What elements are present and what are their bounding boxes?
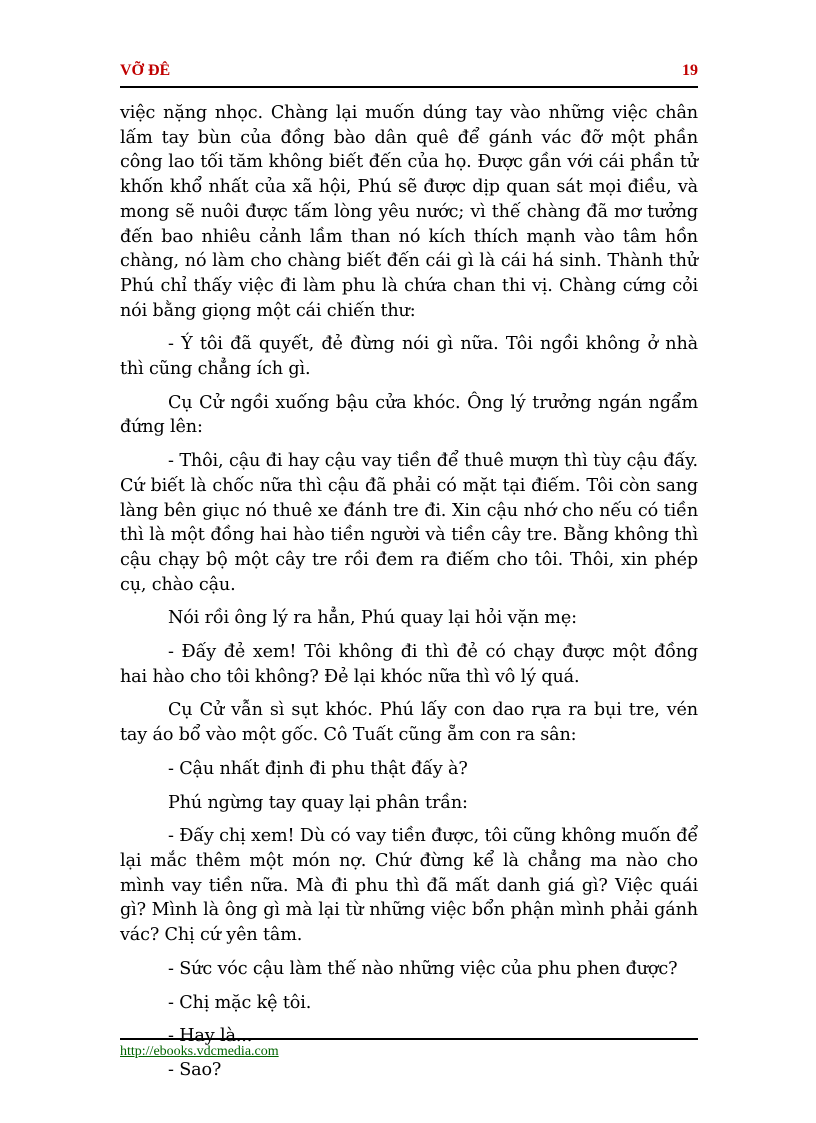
paragraph: việc nặng nhọc. Chàng lại muốn dúng tay vào những việc chân lấm tay bùn của đồng bào dân quê để gánh vác đỡ một phần công lao tối tăm không biết đến của họ. Được gần với cái phần tử khốn khổ nhất của xã hội, Phú sẽ được dịp quan sát mọi điều, và mong sẽ nuôi được tấm lòng yêu nước; vì thế chàng đã mơ tưởng đến bao nhiêu cảnh lầm than nó kích thích mạnh vào tâm hồn chàng, nó làm cho chàng biết đến cái gì là cái há sinh. Thành thử Phú chỉ thấy việc đi làm phu là chứa chan thi vị. Chàng cứng cỏi nói bằng giọng một cái chiến thư:	[120, 103, 698, 321]
paragraph: Nói rồi ông lý ra hẳn, Phú quay lại hỏi vặn mẹ:	[168, 608, 577, 629]
page-header	[120, 62, 698, 88]
paragraph: Phú ngừng tay quay lại phân trần:	[168, 792, 468, 813]
paragraph: - Đấy chị xem! Dù có vay tiền được, tôi cũng không muốn để lại mắc thêm một món nợ. Chứ đừng kể là chẳng ma nào cho mình vay tiền nữa. Mà đi phu thì đã mất danh giá gì? Việc quái gì? Mình là ông gì mà lại từ những việc bổn phận mình phải gánh vác? Chị cứ yên tâm.	[120, 826, 698, 946]
paragraph: - Sức vóc cậu làm thế nào những việc của phu phen được?	[168, 958, 678, 979]
paragraph: - Ý tôi đã quyết, đẻ đừng nói gì nữa. Tôi ngồi không ở nhà thì cũng chẳng ích gì.	[120, 334, 698, 380]
paragraph: - Chị mặc kệ tôi.	[168, 992, 312, 1013]
paragraph: - Cậu nhất định đi phu thật đấy à?	[168, 758, 468, 779]
paragraph: - Sao?	[168, 1059, 222, 1080]
footer-divider	[120, 1038, 698, 1040]
footer-link[interactable]: http://ebooks.vdcmedia.com	[120, 1044, 279, 1059]
paragraph: - Đấy đẻ xem! Tôi không đi thì đẻ có chạy được một đồng hai hào cho tôi không? Đẻ lại khóc nữa thì vô lý quá.	[120, 642, 698, 687]
page-number: 19	[682, 62, 698, 79]
paragraph: - Hay là...	[168, 1026, 253, 1047]
paragraph: - Thôi, cậu đi hay cậu vay tiền để thuê mượn thì tùy cậu đấy. Cứ biết là chốc nữa thì cậu đã phải có mặt tại điếm. Tôi còn sang làng bên giục nó thuê xe đánh tre đi. Xin cậu nhớ cho nếu có tiền thì là một đồng hai hào tiền người và tiền cây tre. Bằng không thì cậu chạy bộ một cây tre rồi đem ra điếm cho tôi. Thôi, xin phép cụ, chào cậu.	[120, 451, 698, 595]
paragraph: Cụ Cử vẫn sì sụt khóc. Phú lấy con dao rựa ra bụi tre, vén tay áo bổ vào một gốc. Cô Tuất cũng ẵm con ra sân:	[120, 700, 698, 746]
body-text	[120, 101, 698, 1092]
paragraph: Cụ Cử ngồi xuống bậu cửa khóc. Ông lý trưởng ngán ngẩm đứng lên:	[120, 392, 698, 438]
book-title: VỠ ĐÊ	[120, 62, 171, 79]
